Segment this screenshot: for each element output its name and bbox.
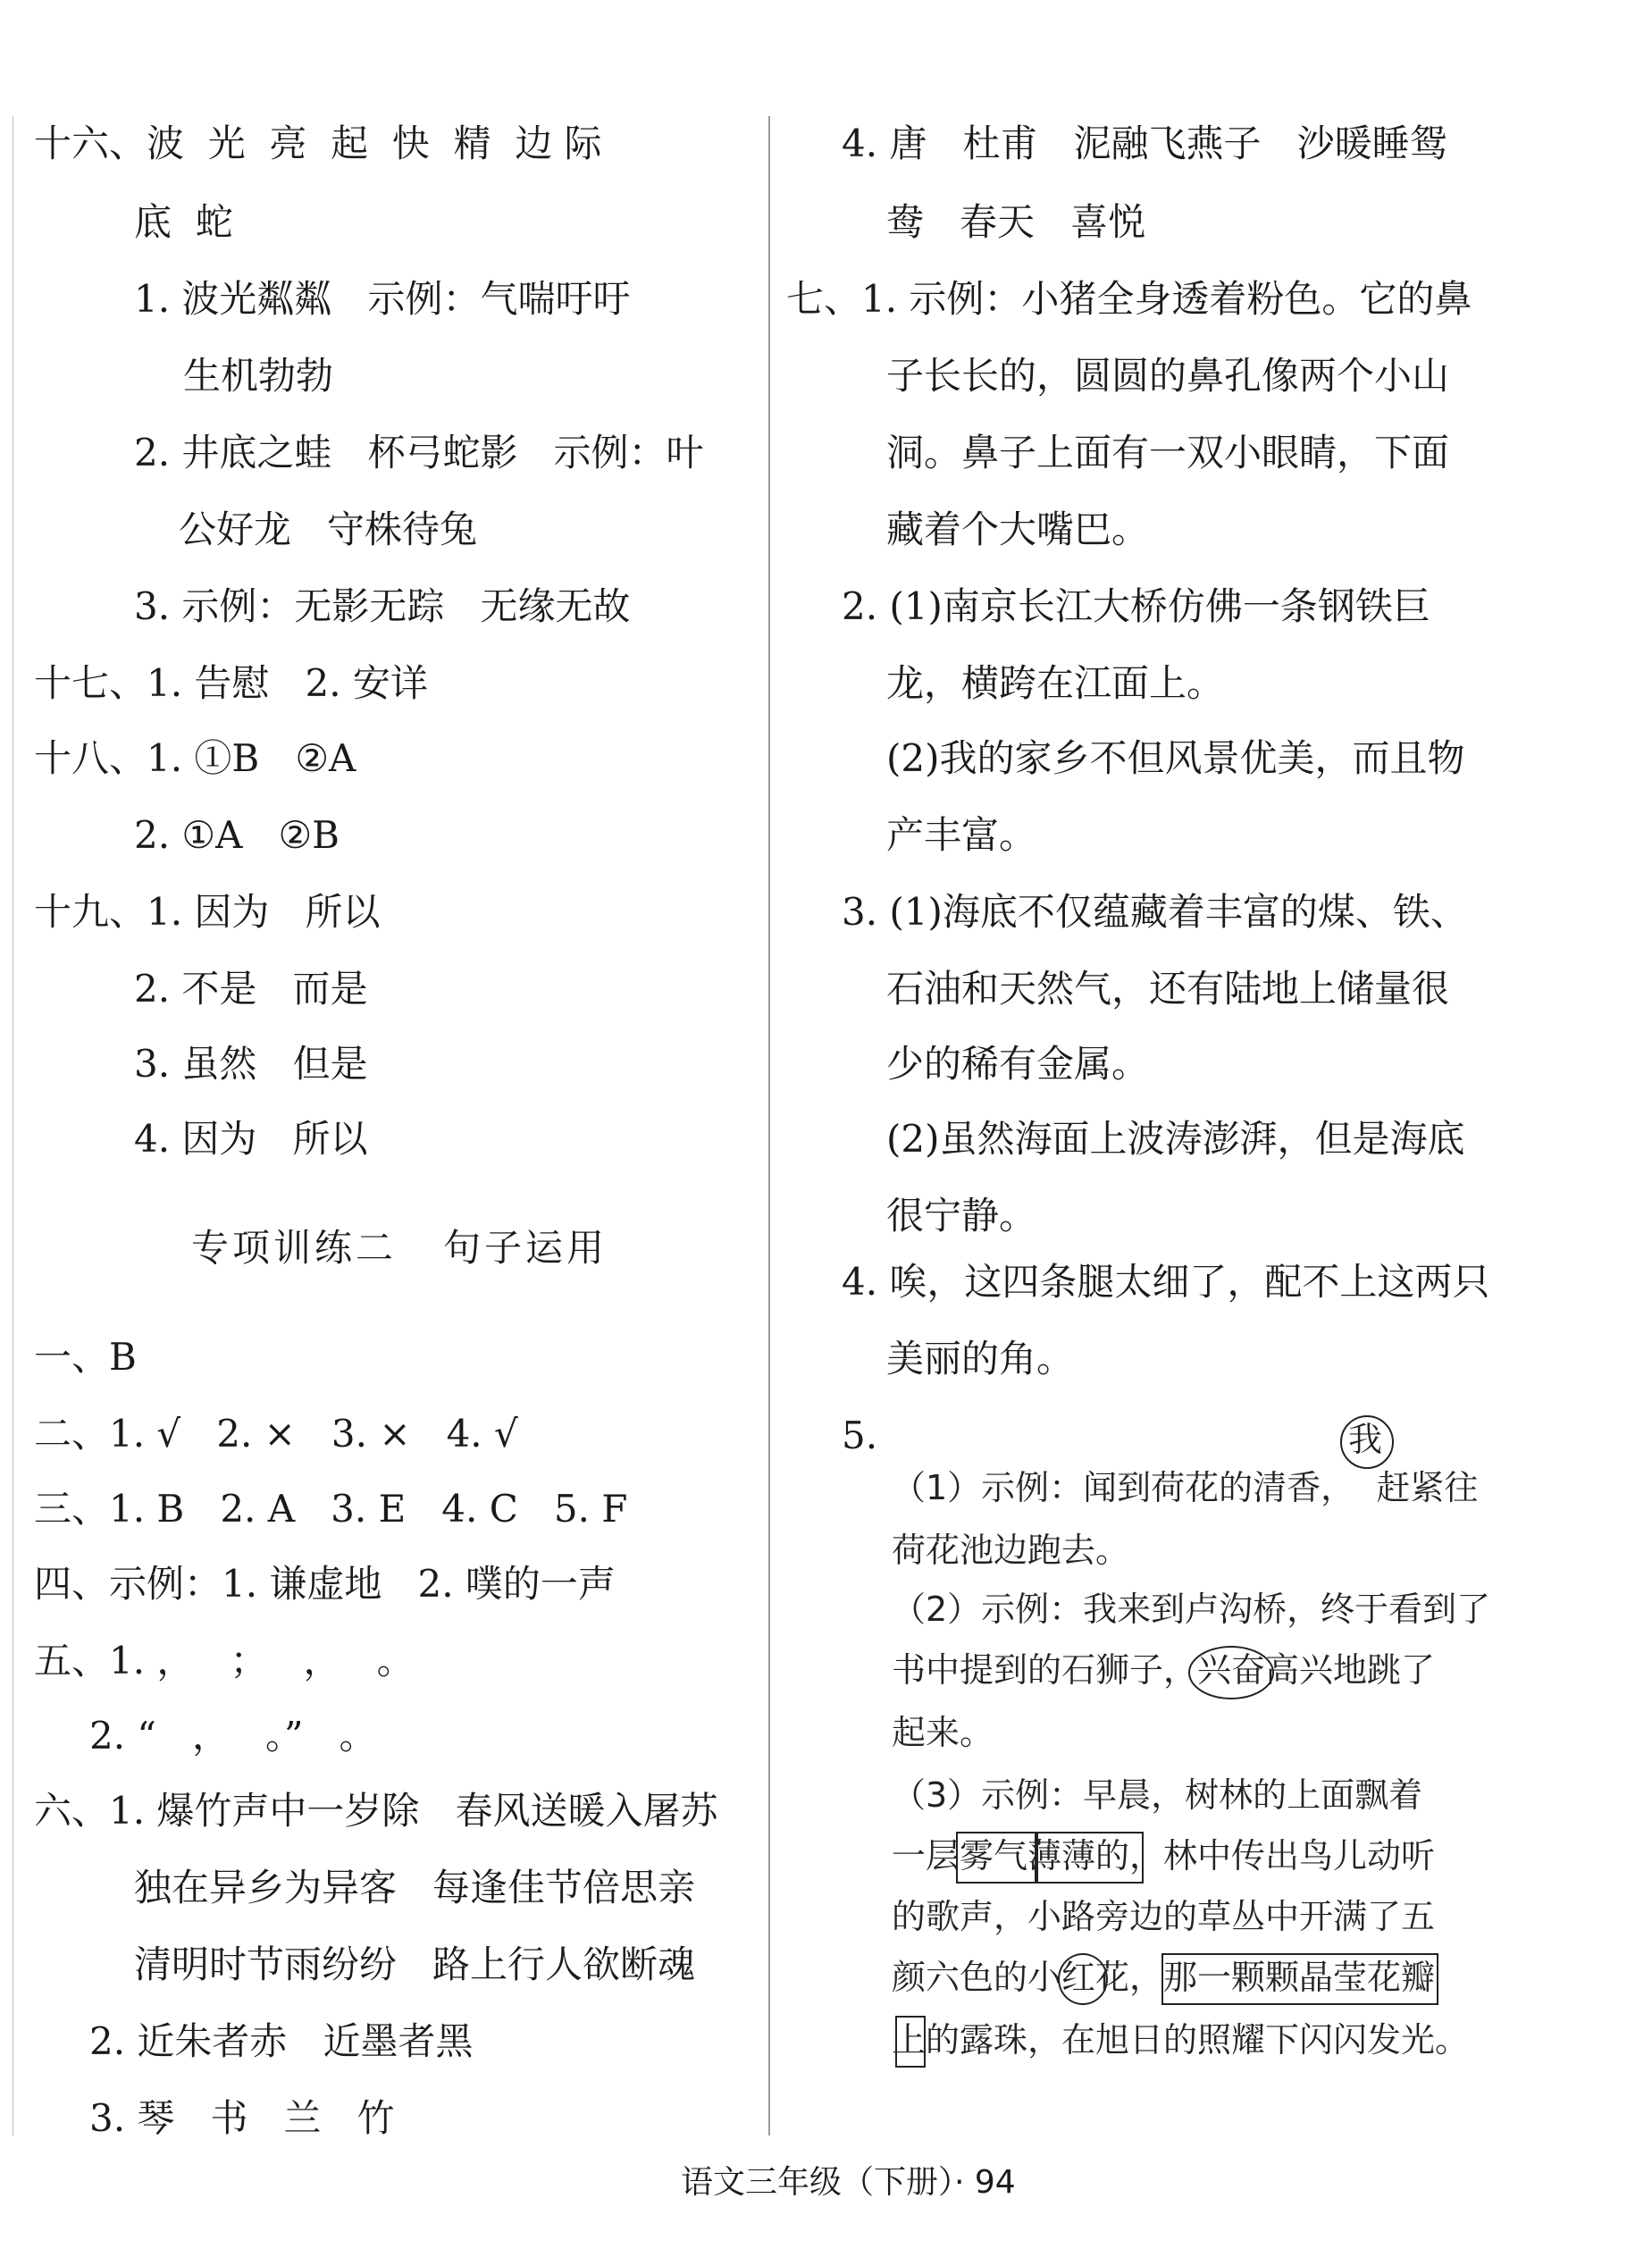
hw-line: 的歌声，小路旁边的草丛中开满了五: [892, 1897, 1436, 1936]
answer-line: 4. 唉，这四条腿太细了，配不上这两只: [842, 1260, 1490, 1304]
answer-line: 洞。鼻子上面有一双小眼睛，下面: [886, 431, 1450, 474]
answer-line: 六、1. 爆竹声中一岁除 春风送暖入屠苏: [34, 1789, 718, 1833]
hw-line: （1）示例：闻到荷花的清香， 赶紧往: [892, 1468, 1479, 1507]
answer-line: 藏着个大嘴巴。: [886, 508, 1150, 551]
answer-line: 清明时节雨纷纷 路上行人欲断魂: [134, 1942, 696, 1986]
answer-line: 3. 示例：无影无踪 无缘无故: [134, 584, 631, 628]
answer-line: 4. 因为 所以: [134, 1117, 368, 1161]
answer-line: 十九、1. 因为 所以: [34, 890, 381, 934]
answer-line: 生机勃勃: [183, 354, 334, 398]
section-heading: 专项训练二 句子运用: [191, 1226, 608, 1270]
hw-line: （2）示例：我来到卢沟桥，终于看到了: [892, 1590, 1491, 1629]
answer-line: 3. 琴 书 兰 竹: [89, 2096, 395, 2140]
hw-line: 起来。: [892, 1713, 994, 1752]
answer-line: 公好龙 守株待兔: [179, 508, 478, 551]
answer-line: 十七、1. 告慰 2. 安详: [34, 661, 428, 705]
answer-line: 2. 近朱者赤 近墨者黑: [89, 2019, 474, 2063]
correction-circle: [1058, 1953, 1108, 2005]
hw-line: 书中提到的石狮子，兴奋高兴地跳了: [892, 1650, 1436, 1690]
answer-line: 子长长的，圆圆的鼻孔像两个小山: [886, 354, 1450, 398]
answer-line: 3. 虽然 但是: [134, 1042, 368, 1086]
page-footer: 语文三年级（下册）· 94: [681, 2164, 1016, 2201]
answer-line: 2. (1)南京长江大桥仿佛一条钢铁巨: [842, 584, 1430, 628]
hw-line: 上的露珠，在旭日的照耀下闪闪发光。: [892, 2020, 1470, 2060]
answer-line: 一、B: [34, 1335, 137, 1379]
answer-line: 很宁静。: [886, 1194, 1037, 1238]
correction-box: [1161, 1953, 1438, 2005]
correction-box: [895, 2016, 926, 2068]
answer-line: 3. (1)海底不仅蕴藏着丰富的煤、铁、: [842, 890, 1468, 934]
answer-line: 4. 唐 杜甫 泥融飞燕子 沙暖睡鸳: [842, 122, 1447, 165]
answer-line: 五、1. ， ； ， 。: [34, 1639, 415, 1682]
hw-line: 荷花池边跑去。: [892, 1531, 1130, 1570]
answer-line: 1. 波光粼粼 示例：气喘吁吁: [134, 277, 631, 321]
answer-line: 十八、1. ①B ②A: [34, 736, 356, 780]
inserted-char: 我: [1348, 1420, 1383, 1459]
answer-line: 2. “ ， 。” 。: [89, 1714, 377, 1758]
answer-line: 七、1. 示例：小猪全身透着粉色。它的鼻: [786, 277, 1472, 321]
answer-line: (2)虽然海面上波涛澎湃，但是海底: [886, 1117, 1465, 1161]
hw-line: （3）示例：早晨，树林的上面飘着: [892, 1775, 1423, 1815]
answer-line: 2. ①A ②B: [134, 813, 340, 857]
answer-line: 产丰富。: [886, 813, 1037, 857]
column-divider: [768, 116, 770, 2135]
hw-line: 颜六色的小红花，那一颗颗晶莹花瓣: [892, 1958, 1436, 1997]
answer-line: 独在异乡为异客 每逢佳节倍思亲: [134, 1866, 696, 1909]
answer-line: 二、1. √ 2. × 3. × 4. √: [34, 1412, 518, 1456]
answer-line: 2. 不是 而是: [134, 967, 368, 1011]
answer-line: 十六、波 光 亮 起 快 精 边 际: [34, 122, 602, 165]
correction-box: [956, 1832, 1038, 1884]
answer-line: (2)我的家乡不但风景优美，而且物: [886, 736, 1465, 780]
answer-line: 美丽的角。: [886, 1337, 1075, 1380]
answer-line: 底 蛇: [134, 200, 233, 244]
hw-line: 一层雾气薄薄的，林中传出鸟儿动听: [892, 1836, 1436, 1875]
answer-line: 石油和天然气，还有陆地上储量很: [886, 967, 1450, 1011]
answer-line: 5.: [842, 1414, 878, 1457]
answer-line: 2. 井底之蛙 杯弓蛇影 示例：叶: [134, 431, 704, 474]
answer-line: 三、1. B 2. A 3. E 4. C 5. F: [34, 1487, 628, 1531]
correction-circle: [1188, 1646, 1274, 1699]
answer-line: 少的稀有金属。: [886, 1042, 1150, 1086]
correction-box: [1035, 1832, 1144, 1884]
answer-line: 四、示例：1. 谦虚地 2. 噗的一声: [34, 1562, 616, 1606]
answer-line: 鸯 春天 喜悦: [886, 200, 1146, 244]
answer-line: 龙，横跨在江面上。: [886, 661, 1225, 705]
